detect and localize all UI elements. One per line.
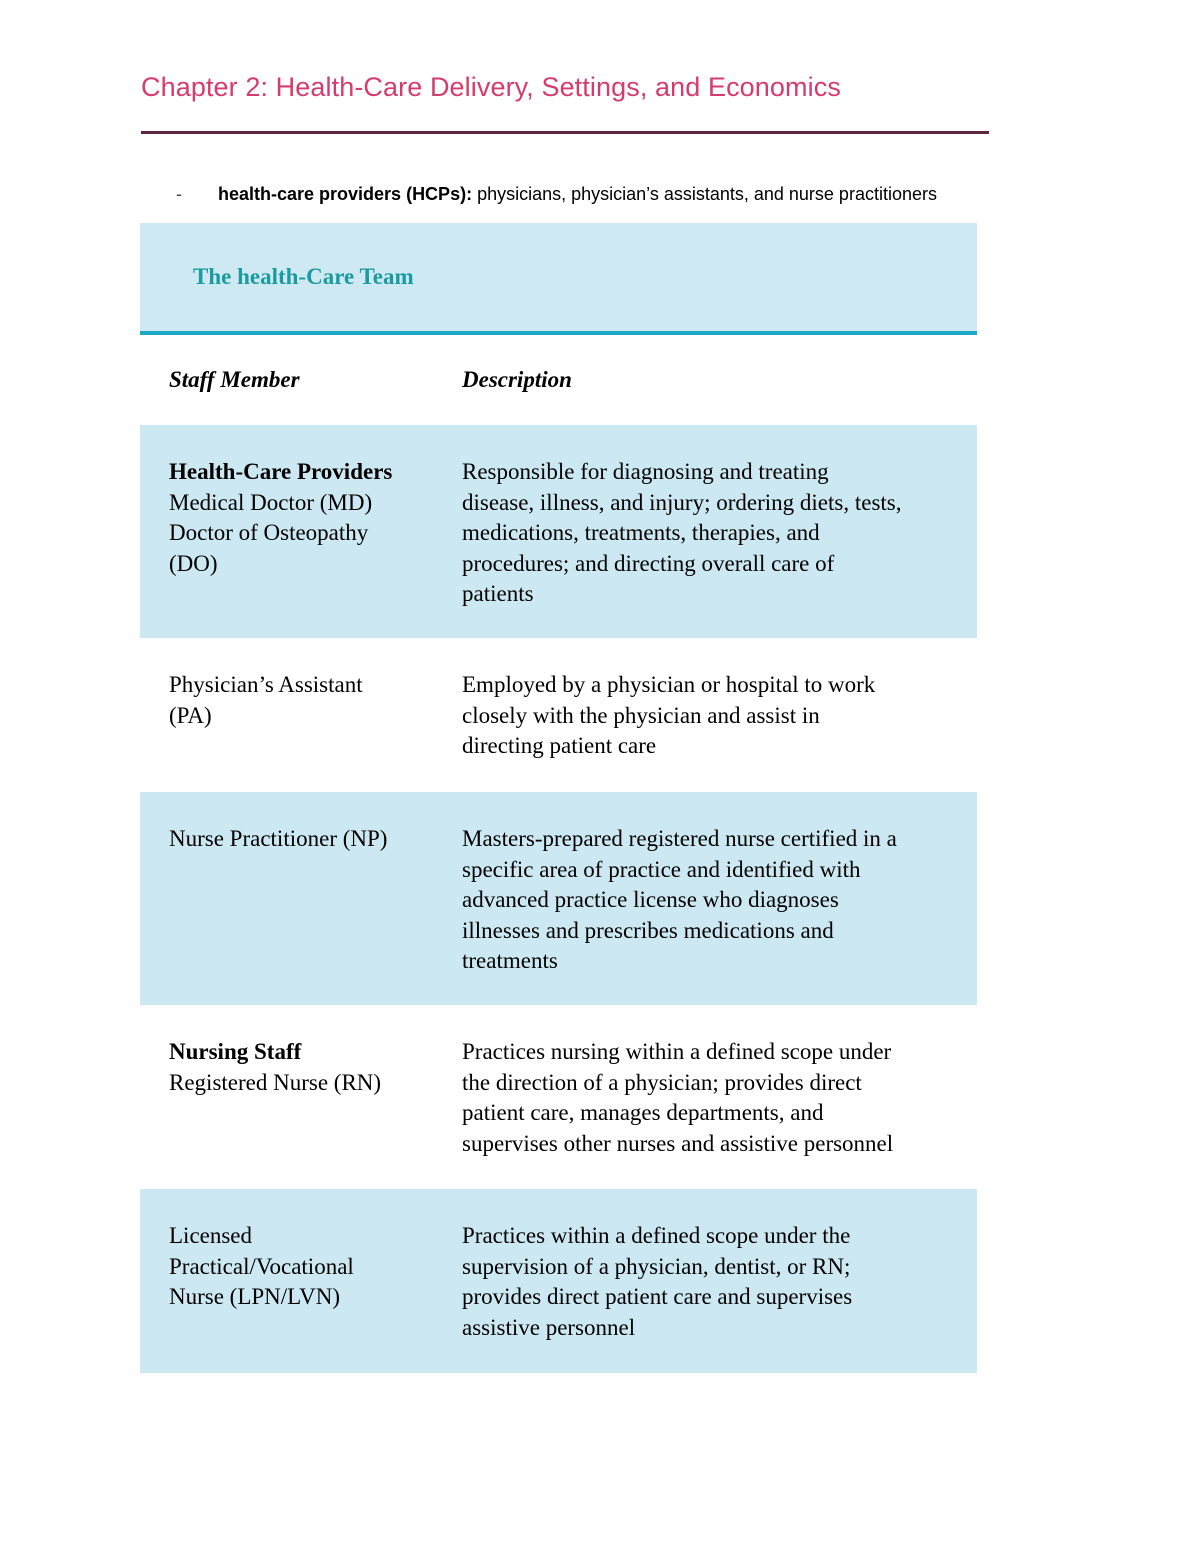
description-line: supervision of a physician, dentist, or RN; xyxy=(462,1253,851,1279)
description-line: Responsible for diagnosing and treating xyxy=(462,459,829,484)
staff-member-cell xyxy=(169,457,439,579)
member-line: Physician’s Assistant xyxy=(169,672,363,697)
description-cell xyxy=(462,457,977,610)
member-line: (PA) xyxy=(169,702,212,728)
description-line: disease, illness, and injury; ordering diets, tests, xyxy=(462,489,902,515)
table-row-nurse-practitioner xyxy=(140,792,977,1005)
group-heading: Health-Care Providers xyxy=(169,459,393,484)
table-row-lpn-lvn xyxy=(140,1189,977,1373)
group-heading: Nursing Staff xyxy=(169,1039,302,1064)
bullet-term: health-care providers (HCPs): xyxy=(218,184,473,204)
bullet-item xyxy=(176,184,937,205)
description-cell xyxy=(462,824,977,977)
staff-member-cell xyxy=(169,670,439,731)
bullet-dash: - xyxy=(176,184,182,204)
description-line: assistive personnel xyxy=(462,1314,636,1340)
member-line: Licensed xyxy=(169,1223,253,1248)
team-table-title: The health-Care Team xyxy=(193,264,414,289)
staff-member-cell xyxy=(169,1037,439,1098)
description-line: patient care, manages departments, and xyxy=(462,1100,824,1125)
description-line: Employed by a physician or hospital to work xyxy=(462,672,876,697)
description-line: advanced practice license who diagnoses xyxy=(462,887,839,912)
title-divider xyxy=(141,131,989,134)
table-row-nursing-staff xyxy=(140,1005,977,1189)
member-line: Doctor of Osteopathy xyxy=(169,520,369,545)
description-cell xyxy=(462,670,977,762)
description-line: specific area of practice and identified with xyxy=(462,856,861,882)
staff-member-cell xyxy=(169,1221,439,1313)
description-cell xyxy=(462,1037,977,1159)
description-line: closely with the physician and assist in xyxy=(462,702,820,728)
description-line: Masters-prepared registered nurse certified in a xyxy=(462,826,897,851)
table-row-health-care-providers xyxy=(140,425,977,638)
description-line: supervises other nurses and assistive personnel xyxy=(462,1130,894,1156)
description-line: procedures; and directing overall care of xyxy=(462,550,835,576)
member-line: (DO) xyxy=(169,550,218,576)
description-line: illnesses and prescribes medications and xyxy=(462,917,834,943)
description-line: Practices within a defined scope under the xyxy=(462,1223,851,1248)
table-row-physicians-assistant xyxy=(140,638,977,792)
chapter-title: Chapter 2: Health-Care Delivery, Settings, and Economics xyxy=(141,72,841,102)
member-line: Registered Nurse (RN) xyxy=(169,1069,382,1095)
column-header-description: Description xyxy=(462,367,572,392)
member-line: Medical Doctor (MD) xyxy=(169,489,373,515)
staff-member-cell xyxy=(169,824,439,855)
description-cell xyxy=(462,1221,977,1343)
description-line: provides direct patient care and supervises xyxy=(462,1284,853,1309)
member-line: Practical/Vocational xyxy=(169,1253,354,1279)
description-line: treatments xyxy=(462,948,558,973)
description-line: Practices nursing within a defined scope under xyxy=(462,1039,892,1064)
description-line: the direction of a physician; provides direct xyxy=(462,1069,862,1095)
bullet-definition: physicians, physician’s assistants, and nurse practitioners xyxy=(472,184,937,204)
team-table-header xyxy=(140,223,977,335)
member-line: Nurse Practitioner (NP) xyxy=(169,826,388,851)
description-line: patients xyxy=(462,581,534,606)
description-line: medications, treatments, therapies, and xyxy=(462,520,820,545)
member-line: Nurse (LPN/LVN) xyxy=(169,1284,340,1309)
description-line: directing patient care xyxy=(462,733,657,758)
column-header-staff-member: Staff Member xyxy=(169,367,300,392)
